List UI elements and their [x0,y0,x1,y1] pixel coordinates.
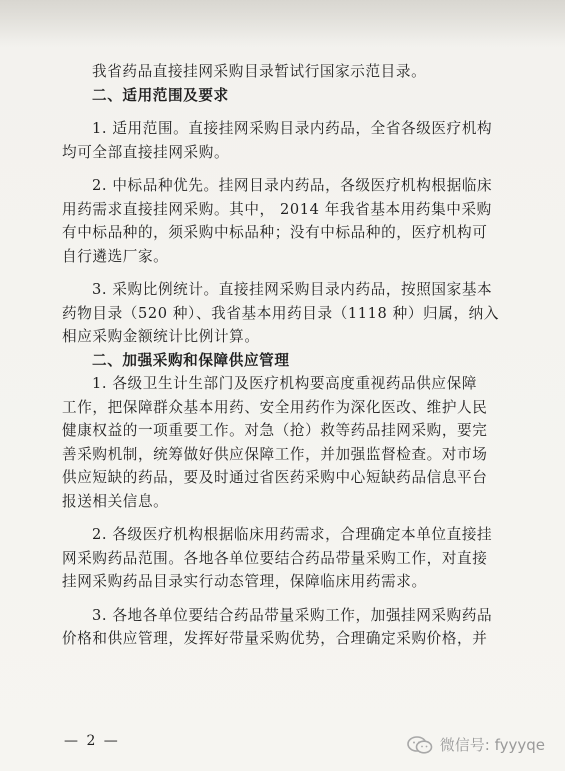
paragraph-line: 1. 各级卫生计生部门及医疗机构要高度重视药品供应保障 [92,375,478,392]
paragraph-line: 2. 各级医疗机构根据临床用药需求，合理确定本单位直接挂 [92,526,493,543]
paragraph-line: 善采购机制，统筹做好供应保障工作，并加强监督检查。对市场 [62,445,488,463]
paragraph-line: 自行遴选厂家。 [62,247,169,265]
section-heading: 二、适用范围及要求 [92,86,229,104]
paragraph-line: 供应短缺的药品，要及时通过省医药采购中心短缺药品信息平台 [62,469,488,486]
paragraph-line: 均可全部直接挂网采购。 [62,143,230,161]
paragraph-line: 有中标品种的，须采购中标品种；没有中标品种的，医疗机构可 [62,224,488,241]
paragraph-line: 1. 适用范围。直接挂网采购目录内药品，全省各级医疗机构 [92,120,493,137]
paragraph-line: 3. 各地各单位要结合药品带量采购工作，加强挂网采购药品 [92,606,493,624]
paragraph-line: 工作，把保障群众基本用药、安全用药作为深化医改、维护人民 [62,398,488,416]
paragraph-line: 健康权益的一项重要工作。对急（抢）救等药品挂网采购，要完 [62,422,488,439]
document-body [62,60,512,651]
scan-shadow [0,0,565,48]
paragraph-line: 相应采购金额统计比例计算。 [62,328,260,345]
paragraph-line: 报送相关信息。 [62,492,169,510]
page-number: — 2 — [64,733,120,749]
paragraph-line: 药物目录（520 种）、我省基本用药目录（1118 种）归属，纳入 [62,304,500,322]
wechat-watermark [406,734,545,755]
paragraph-line: 网采购药品范围。各地各单位要结合药品带量采购工作，对直接 [62,549,488,567]
section-heading: 二、加强采购和保障供应管理 [92,351,290,369]
paragraph-line: 2. 中标品种优先。挂网目录内药品，各级医疗机构根据临床 [92,177,493,194]
watermark-text: 微信号: fyyyqe [439,736,545,754]
paragraph-line: 价格和供应管理，发挥好带量采购优势，合理确定采购价格，并 [62,630,488,647]
paragraph-line: 3. 采购比例统计。直接挂网采购目录内药品，按照国家基本 [92,281,493,298]
paragraph-line: 挂网采购药品目录实行动态管理，保障临床用药需求。 [62,573,427,590]
paragraph-line: 用药需求直接挂网采购。其中， 2014 年我省基本用药集中采购 [62,200,492,218]
wechat-icon [406,735,434,755]
paragraph-line: 我省药品直接挂网采购目录暂试行国家示范目录。 [92,63,427,80]
